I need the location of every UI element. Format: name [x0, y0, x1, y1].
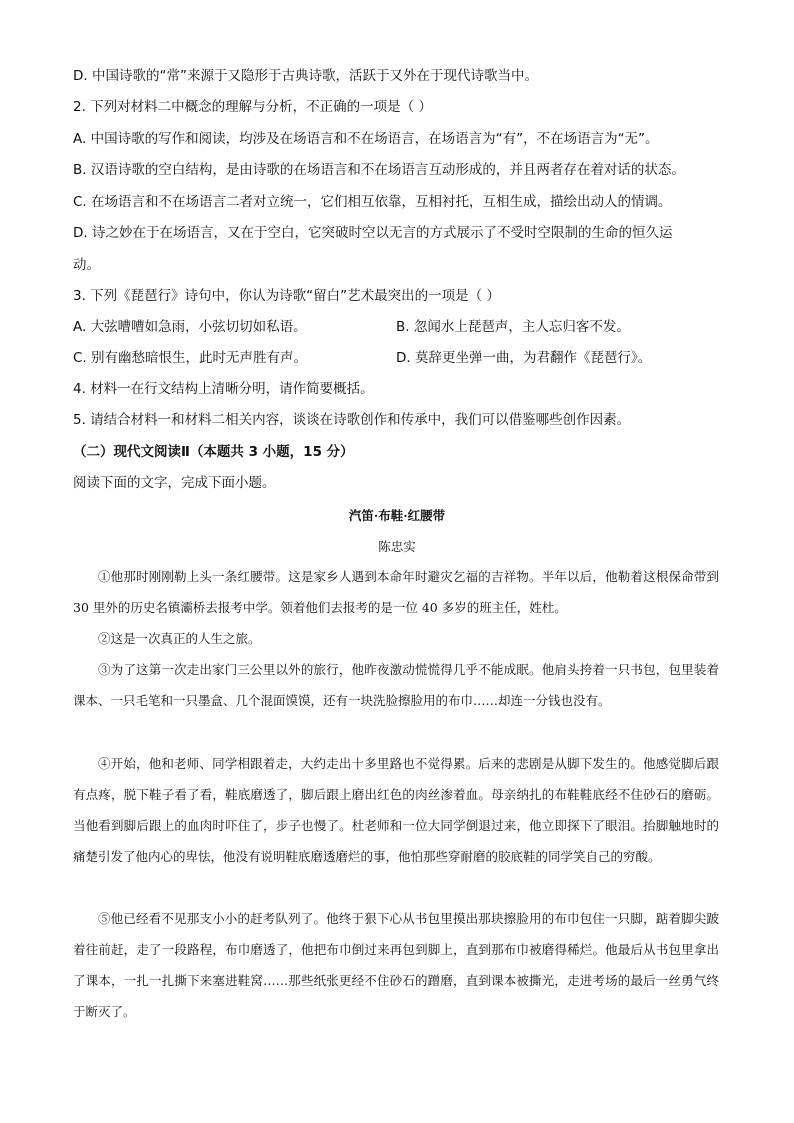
- story-paragraph-4: ④开始，他和老师、同学相跟着走，大约走出十多里路也不觉得累。后来的悲剧是从脚下发生的。他感觉脚后跟有点疼，脱下鞋子看了看，鞋底磨透了，脚后跟上磨出红色的肉丝渗着血。母亲纳扎的布鞋鞋底经不住砂石的磨砺。当他看到脚后跟上的血肉时吓住了，步子也慢了。杜老师和一位大同学倒退过来，他立即探下了眼泪。抬脚触地时的痛楚引发了他内心的卑怯，他没有说明鞋底磨透磨烂的事，他怕那些穿耐磨的胶底鞋的同学笑自己的穷酸。: [73, 756, 719, 864]
- question-2-option-b: B. 汉语诗歌的空白结构，是由诗歌的在场语言和不在场语言互动形成的，并且两者存在着对话的状态。: [73, 162, 685, 178]
- question-2-option-a: A. 中国诗歌的写作和阅读，均涉及在场语言和不在场语言，在场语言为“有”，不在场语言为“无”。: [73, 131, 659, 147]
- question-2-option-d: D. 诗之妙在于在场语言，又在于空白，它突破时空以无言的方式展示了不受时空限制的生命的恒久运: [73, 225, 673, 241]
- question-2-stem: 2. 下列对材料二中概念的理解与分析，不正确的一项是（ ）: [73, 99, 432, 115]
- section-heading: （二）现代文阅读Ⅱ（本题共 3 小题，15 分）: [73, 444, 354, 460]
- story-title: 汽笛·布鞋·红腰带: [348, 508, 446, 523]
- question-3-option-c: C. 别有幽愁暗恨生，此时无声胜有声。: [73, 350, 308, 366]
- story-author: 陈忠实: [378, 539, 416, 554]
- question-3-stem: 3. 下列《琵琶行》诗句中，你认为诗歌“留白”艺术最突出的一项是（ ）: [73, 288, 500, 304]
- question-2-option-d-cont: 动。: [73, 257, 100, 273]
- question-4: 4. 材料一在行文结构上清晰分明，请作简要概括。: [73, 381, 374, 397]
- story-paragraph-2: ②这是一次真正的人生之旅。: [98, 631, 261, 646]
- question-2-option-c: C. 在场语言和不在场语言二者对立统一，它们相互依靠，互相衬托，互相生成，描绘出动人的情调。: [73, 194, 672, 210]
- question-3-option-a: A. 大弦嘈嘈如急雨，小弦切切如私语。: [73, 319, 307, 335]
- question-3-option-d: D. 莫辞更坐弹一曲，为君翻作《琵琶行》。: [396, 350, 652, 366]
- question-5: 5. 请结合材料一和材料二相关内容，谈谈在诗歌创作和传承中，我们可以借鉴哪些创作因素。: [73, 412, 631, 428]
- story-paragraph-1: ①他那时刚刚勒上头一条红腰带。这是家乡人遇到本命年时避灾乞福的吉祥物。半年以后，他勒着这根保命带到 30 里外的历史名镇灞桥去报考中学。领着他们去报考的是一位 40 多岁的班主任，姓杜。: [73, 569, 719, 615]
- question-1-option-d: D. 中国诗歌的“常”来源于又隐形于古典诗歌，活跃于又外在于现代诗歌当中。: [73, 68, 538, 84]
- story-paragraph-5: ⑤他已经看不见那支小小的赶考队列了。他终于狠下心从书包里摸出那块擦脸用的布巾包住一只脚，踮着脚尖跛着往前赶，走了一段路程，布巾磨透了，他把布巾倒过来再包到脚上，直到那布巾被磨得稀烂。他最后从书包里拿出了课本，一扎一扎撕下来塞进鞋窝……那些纸张更经不住砂石的蹭磨，直到课本被撕光，走进考场的最后一丝勇气终于断灭了。: [73, 911, 719, 1019]
- question-3-option-b: B. 忽闻水上琵琶声，主人忘归客不发。: [396, 319, 630, 335]
- story-paragraph-3: ③为了这第一次走出家门三公里以外的旅行，他昨夜激动慌慌得几乎不能成眠。他肩头挎着一只书包，包里装着课本、一只毛笔和一只墨盒、几个混面馍馍，还有一块洗脸擦脸用的布巾……却连一分钱也没有。: [73, 662, 719, 708]
- reading-instruction: 阅读下面的文字，完成下面小题。: [73, 475, 276, 491]
